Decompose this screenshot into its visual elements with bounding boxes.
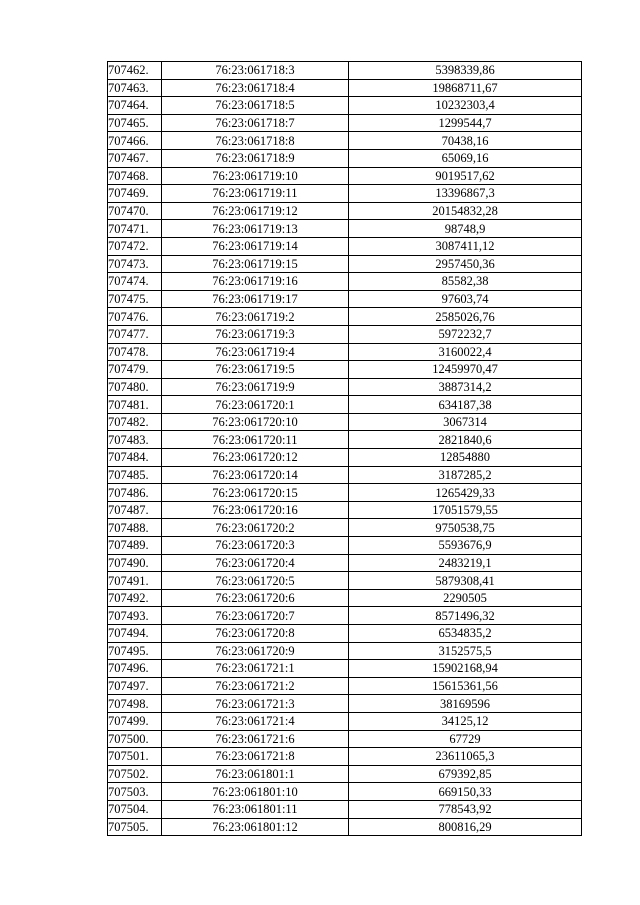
- row-number-cell: 707485.: [108, 466, 162, 484]
- value-cell: 15902168,94: [349, 660, 582, 678]
- value-cell: 5972232,7: [349, 325, 582, 343]
- table-row: [108, 501, 582, 519]
- row-number-cell: 707503.: [108, 783, 162, 801]
- table-row: [108, 572, 582, 590]
- value-cell: 3887314,2: [349, 378, 582, 396]
- row-number-cell: 707477.: [108, 325, 162, 343]
- cadastral-number-cell: 76:23:061718:3: [162, 62, 349, 80]
- row-number-cell: 707462.: [108, 62, 162, 80]
- table-row: [108, 220, 582, 238]
- value-cell: 9750538,75: [349, 519, 582, 537]
- row-number-cell: 707476.: [108, 308, 162, 326]
- row-number-cell: 707500.: [108, 730, 162, 748]
- cadastral-value-table: [107, 61, 582, 836]
- table-row: [108, 62, 582, 80]
- value-cell: 19868711,67: [349, 79, 582, 97]
- row-number-cell: 707482.: [108, 413, 162, 431]
- table-row: [108, 677, 582, 695]
- table-row: [108, 97, 582, 115]
- value-cell: 1265429,33: [349, 484, 582, 502]
- row-number-cell: 707479.: [108, 361, 162, 379]
- value-cell: 5398339,86: [349, 62, 582, 80]
- cadastral-number-cell: 76:23:061721:3: [162, 695, 349, 713]
- value-cell: 634187,38: [349, 396, 582, 414]
- cadastral-number-cell: 76:23:061718:5: [162, 97, 349, 115]
- table-row: [108, 149, 582, 167]
- row-number-cell: 707466.: [108, 132, 162, 150]
- cadastral-number-cell: 76:23:061721:2: [162, 677, 349, 695]
- table-row: [108, 589, 582, 607]
- cadastral-number-cell: 76:23:061721:8: [162, 748, 349, 766]
- cadastral-number-cell: 76:23:061718:8: [162, 132, 349, 150]
- value-cell: 2821840,6: [349, 431, 582, 449]
- value-cell: 12854880: [349, 449, 582, 467]
- cadastral-number-cell: 76:23:061720:1: [162, 396, 349, 414]
- cadastral-number-cell: 76:23:061719:13: [162, 220, 349, 238]
- cadastral-number-cell: 76:23:061720:8: [162, 625, 349, 643]
- table-row: [108, 537, 582, 555]
- cadastral-number-cell: 76:23:061720:12: [162, 449, 349, 467]
- value-cell: 12459970,47: [349, 361, 582, 379]
- table-row: [108, 730, 582, 748]
- table-row: [108, 712, 582, 730]
- row-number-cell: 707492.: [108, 589, 162, 607]
- value-cell: 3160022,4: [349, 343, 582, 361]
- cadastral-number-cell: 76:23:061719:10: [162, 167, 349, 185]
- cadastral-number-cell: 76:23:061720:5: [162, 572, 349, 590]
- value-cell: 98748,9: [349, 220, 582, 238]
- row-number-cell: 707467.: [108, 149, 162, 167]
- cadastral-number-cell: 76:23:061719:4: [162, 343, 349, 361]
- value-cell: 679392,85: [349, 765, 582, 783]
- cadastral-number-cell: 76:23:061719:3: [162, 325, 349, 343]
- row-number-cell: 707495.: [108, 642, 162, 660]
- cadastral-number-cell: 76:23:061719:5: [162, 361, 349, 379]
- row-number-cell: 707497.: [108, 677, 162, 695]
- table-row: [108, 625, 582, 643]
- table-body: [108, 62, 582, 836]
- cadastral-number-cell: 76:23:061720:6: [162, 589, 349, 607]
- table-row: [108, 202, 582, 220]
- cadastral-number-cell: 76:23:061720:3: [162, 537, 349, 555]
- cadastral-number-cell: 76:23:061720:16: [162, 501, 349, 519]
- table-row: [108, 114, 582, 132]
- value-cell: 2585026,76: [349, 308, 582, 326]
- table-row: [108, 255, 582, 273]
- cadastral-number-cell: 76:23:061720:14: [162, 466, 349, 484]
- table-row: [108, 273, 582, 291]
- row-number-cell: 707483.: [108, 431, 162, 449]
- table-row: [108, 132, 582, 150]
- row-number-cell: 707472.: [108, 237, 162, 255]
- table-row: [108, 818, 582, 836]
- cadastral-number-cell: 76:23:061719:17: [162, 290, 349, 308]
- table-row: [108, 79, 582, 97]
- value-cell: 85582,38: [349, 273, 582, 291]
- value-cell: 15615361,56: [349, 677, 582, 695]
- row-number-cell: 707505.: [108, 818, 162, 836]
- value-cell: 65069,16: [349, 149, 582, 167]
- row-number-cell: 707464.: [108, 97, 162, 115]
- table-row: [108, 783, 582, 801]
- value-cell: 38169596: [349, 695, 582, 713]
- row-number-cell: 707475.: [108, 290, 162, 308]
- table-row: [108, 431, 582, 449]
- value-cell: 669150,33: [349, 783, 582, 801]
- row-number-cell: 707473.: [108, 255, 162, 273]
- row-number-cell: 707491.: [108, 572, 162, 590]
- table-row: [108, 413, 582, 431]
- cadastral-number-cell: 76:23:061801:12: [162, 818, 349, 836]
- cadastral-number-cell: 76:23:061718:7: [162, 114, 349, 132]
- cadastral-number-cell: 76:23:061720:2: [162, 519, 349, 537]
- table-row: [108, 607, 582, 625]
- row-number-cell: 707480.: [108, 378, 162, 396]
- table-row: [108, 361, 582, 379]
- value-cell: 8571496,32: [349, 607, 582, 625]
- table-row: [108, 800, 582, 818]
- value-cell: 23611065,3: [349, 748, 582, 766]
- table-row: [108, 642, 582, 660]
- cadastral-number-cell: 76:23:061720:15: [162, 484, 349, 502]
- row-number-cell: 707501.: [108, 748, 162, 766]
- table-row: [108, 185, 582, 203]
- value-cell: 3187285,2: [349, 466, 582, 484]
- cadastral-number-cell: 76:23:061720:11: [162, 431, 349, 449]
- table-row: [108, 484, 582, 502]
- table-row: [108, 290, 582, 308]
- table-row: [108, 519, 582, 537]
- row-number-cell: 707470.: [108, 202, 162, 220]
- row-number-cell: 707493.: [108, 607, 162, 625]
- cadastral-number-cell: 76:23:061721:4: [162, 712, 349, 730]
- row-number-cell: 707471.: [108, 220, 162, 238]
- row-number-cell: 707504.: [108, 800, 162, 818]
- row-number-cell: 707474.: [108, 273, 162, 291]
- value-cell: 3152575,5: [349, 642, 582, 660]
- table-row: [108, 554, 582, 572]
- value-cell: 2483219,1: [349, 554, 582, 572]
- row-number-cell: 707502.: [108, 765, 162, 783]
- row-number-cell: 707490.: [108, 554, 162, 572]
- row-number-cell: 707498.: [108, 695, 162, 713]
- table-row: [108, 237, 582, 255]
- cadastral-number-cell: 76:23:061719:9: [162, 378, 349, 396]
- value-cell: 67729: [349, 730, 582, 748]
- row-number-cell: 707494.: [108, 625, 162, 643]
- value-cell: 70438,16: [349, 132, 582, 150]
- row-number-cell: 707478.: [108, 343, 162, 361]
- value-cell: 13396867,3: [349, 185, 582, 203]
- row-number-cell: 707487.: [108, 501, 162, 519]
- value-cell: 34125,12: [349, 712, 582, 730]
- value-cell: 1299544,7: [349, 114, 582, 132]
- cadastral-number-cell: 76:23:061721:1: [162, 660, 349, 678]
- table-row: [108, 449, 582, 467]
- table-row: [108, 325, 582, 343]
- row-number-cell: 707496.: [108, 660, 162, 678]
- row-number-cell: 707463.: [108, 79, 162, 97]
- value-cell: 5593676,9: [349, 537, 582, 555]
- row-number-cell: 707484.: [108, 449, 162, 467]
- value-cell: 3087411,12: [349, 237, 582, 255]
- cadastral-number-cell: 76:23:061801:10: [162, 783, 349, 801]
- cadastral-number-cell: 76:23:061801:11: [162, 800, 349, 818]
- value-cell: 800816,29: [349, 818, 582, 836]
- table-row: [108, 695, 582, 713]
- table-row: [108, 748, 582, 766]
- value-cell: 2290505: [349, 589, 582, 607]
- value-cell: 6534835,2: [349, 625, 582, 643]
- row-number-cell: 707481.: [108, 396, 162, 414]
- value-cell: 17051579,55: [349, 501, 582, 519]
- value-cell: 5879308,41: [349, 572, 582, 590]
- cadastral-number-cell: 76:23:061719:11: [162, 185, 349, 203]
- row-number-cell: 707489.: [108, 537, 162, 555]
- cadastral-number-cell: 76:23:061719:15: [162, 255, 349, 273]
- table-row: [108, 396, 582, 414]
- value-cell: 2957450,36: [349, 255, 582, 273]
- table-row: [108, 378, 582, 396]
- row-number-cell: 707469.: [108, 185, 162, 203]
- cadastral-number-cell: 76:23:061719:2: [162, 308, 349, 326]
- value-cell: 778543,92: [349, 800, 582, 818]
- row-number-cell: 707465.: [108, 114, 162, 132]
- table-row: [108, 660, 582, 678]
- cadastral-number-cell: 76:23:061719:14: [162, 237, 349, 255]
- table-row: [108, 167, 582, 185]
- value-cell: 9019517,62: [349, 167, 582, 185]
- value-cell: 10232303,4: [349, 97, 582, 115]
- table-row: [108, 466, 582, 484]
- row-number-cell: 707486.: [108, 484, 162, 502]
- table-row: [108, 343, 582, 361]
- cadastral-number-cell: 76:23:061720:9: [162, 642, 349, 660]
- cadastral-number-cell: 76:23:061718:4: [162, 79, 349, 97]
- table-row: [108, 308, 582, 326]
- table-row: [108, 765, 582, 783]
- cadastral-number-cell: 76:23:061721:6: [162, 730, 349, 748]
- value-cell: 20154832,28: [349, 202, 582, 220]
- row-number-cell: 707468.: [108, 167, 162, 185]
- cadastral-number-cell: 76:23:061719:16: [162, 273, 349, 291]
- cadastral-number-cell: 76:23:061801:1: [162, 765, 349, 783]
- value-cell: 97603,74: [349, 290, 582, 308]
- cadastral-number-cell: 76:23:061720:7: [162, 607, 349, 625]
- cadastral-number-cell: 76:23:061720:4: [162, 554, 349, 572]
- cadastral-number-cell: 76:23:061718:9: [162, 149, 349, 167]
- row-number-cell: 707499.: [108, 712, 162, 730]
- cadastral-number-cell: 76:23:061720:10: [162, 413, 349, 431]
- row-number-cell: 707488.: [108, 519, 162, 537]
- cadastral-number-cell: 76:23:061719:12: [162, 202, 349, 220]
- value-cell: 3067314: [349, 413, 582, 431]
